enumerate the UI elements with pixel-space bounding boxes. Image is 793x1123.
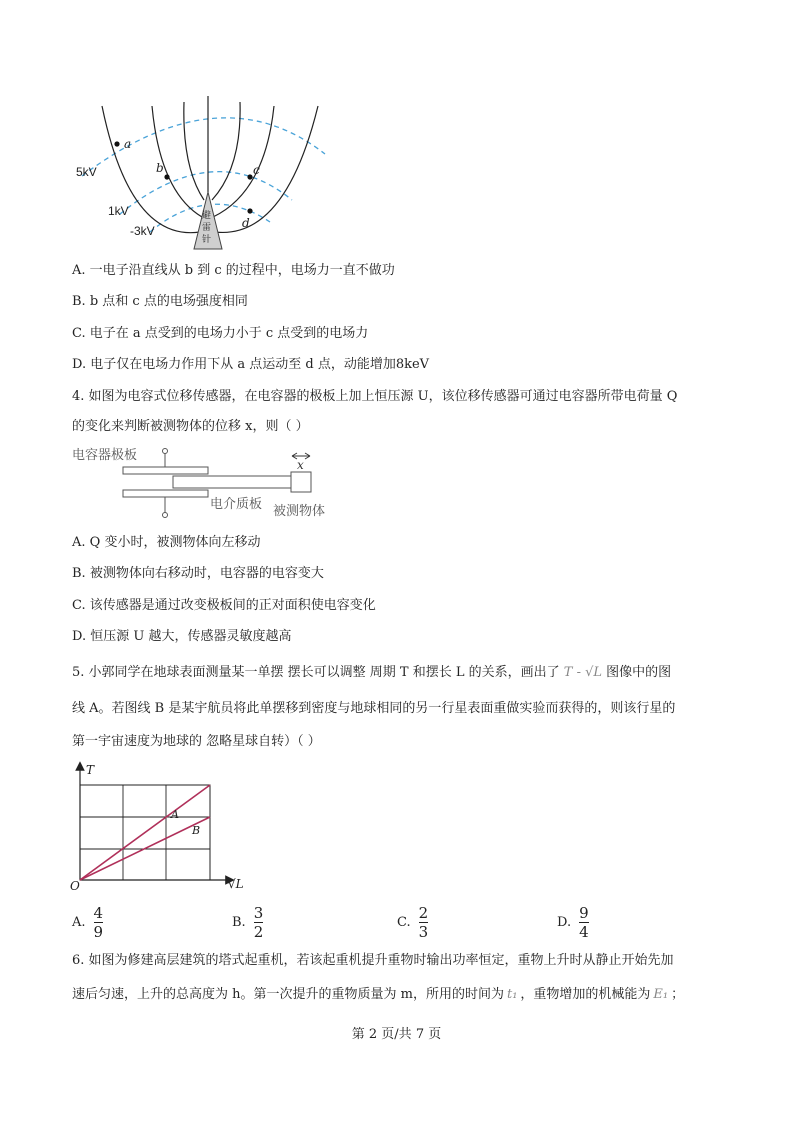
rod-char: 针 <box>202 235 212 245</box>
bottom-plate <box>123 490 208 497</box>
field-line <box>213 106 274 217</box>
q3-option-b: B. b 点和 c 点的电场强度相同 <box>72 294 248 309</box>
t1-symbol: t₁ <box>506 987 518 1002</box>
e1-symbol: E₁ <box>653 987 669 1002</box>
label-d: d <box>242 216 250 230</box>
t-sqrtl-graph <box>68 760 258 892</box>
q5-option-d: D. $\frac{9}{4}$ <box>557 904 589 941</box>
label-b: b <box>156 161 164 175</box>
line-b <box>80 817 210 880</box>
q3-option-d: D. 电子仅在电场力作用下从 a 点运动至 d 点，动能增加8keV <box>72 357 430 372</box>
measured-object <box>291 472 311 492</box>
q4-option-d: D. 恒压源 U 越大，传感器灵敏度越高 <box>72 629 292 644</box>
label-5kv: 5kV <box>76 165 97 179</box>
q4-stem-line2: 的变化来判断被测物体的位移 x，则（ ） <box>72 419 309 434</box>
object-label: 被测物体 <box>273 504 326 519</box>
x-axis-label: √L <box>228 877 244 891</box>
lightning-rod-figure <box>70 92 330 254</box>
rod-char: 雷 <box>202 223 212 233</box>
q5-stem-line3: 第一宇宙速度为地球的 忽略星球自转）（ ） <box>72 734 321 749</box>
line-a-label: A <box>171 808 179 821</box>
q3-option-a: A. 一电子沿直线从 b 到 c 的过程中，电场力一直不做功 <box>72 263 395 278</box>
q5-stem-line2: 线 A。若图线 B 是某宇航员将此单摆移到密度与地球相同的另一行星表面重做实验而获得的，则该行星的 <box>72 701 676 716</box>
point-c <box>247 174 252 179</box>
t-sqrtl-formula: T - √L <box>563 665 603 680</box>
q5-option-c: C. $\frac{2}{3}$ <box>397 904 429 941</box>
line-a <box>80 785 210 880</box>
capacitor-sensor-figure <box>70 445 350 523</box>
origin-label: O <box>70 879 80 892</box>
equipotential-5kv <box>82 118 325 176</box>
plate-label: 电容器极板 <box>72 448 138 463</box>
point-b <box>164 174 169 179</box>
page-footer: 第 2 页/共 7 页 <box>351 1027 442 1042</box>
x-label: x <box>297 458 304 472</box>
q4-option-a: A. Q 变小时，被测物体向左移动 <box>72 535 261 550</box>
y-axis-label: T <box>86 763 95 777</box>
label-a: a <box>124 137 132 151</box>
q5-stem-line1: 5. 小郭同学在地球表面测量某一单摆 摆长可以调整 周期 T 和摆长 L 的关系，画出了 T - √L 图像中的图 <box>72 665 672 680</box>
rod-char: 避 <box>202 211 212 221</box>
q6-stem-line2: 速后匀速，上升的总高度为 h。第一次提升的重物质量为 m，所用的时间为 t₁ ，重物增加的机械能为 E₁ ； <box>72 987 685 1002</box>
point-a <box>114 141 119 146</box>
label-1kv: 1kV <box>108 204 129 218</box>
q6-stem-line1: 6. 如图为修建高层建筑的塔式起重机，若该起重机提升重物时输出功率恒定，重物上升时从静止开始先加 <box>72 953 674 968</box>
dielectric-label: 电介质板 <box>210 497 263 512</box>
q5-option-b: B. $\frac{3}{2}$ <box>232 904 264 941</box>
line-b-label: B <box>192 824 201 837</box>
point-d <box>247 208 252 213</box>
dielectric-plate <box>173 476 291 488</box>
q4-option-b: B. 被测物体向右移动时，电容器的电容变大 <box>72 566 324 581</box>
field-line <box>184 102 204 200</box>
label-m3kv: -3kV <box>130 224 155 238</box>
field-line <box>212 102 240 200</box>
q3-option-c: C. 电子在 a 点受到的电场力小于 c 点受到的电场力 <box>72 326 369 341</box>
q4-stem-line1: 4. 如图为电容式位移传感器，在电容器的极板上加上恒压源 U，该位移传感器可通过电容器所带电荷量 Q <box>72 389 678 404</box>
q5-option-a: A. $\frac{4}{9}$ <box>72 904 104 941</box>
label-c: c <box>253 163 260 177</box>
q4-option-c: C. 该传感器是通过改变极板间的正对面积使电容变化 <box>72 598 376 613</box>
top-plate <box>123 467 208 474</box>
